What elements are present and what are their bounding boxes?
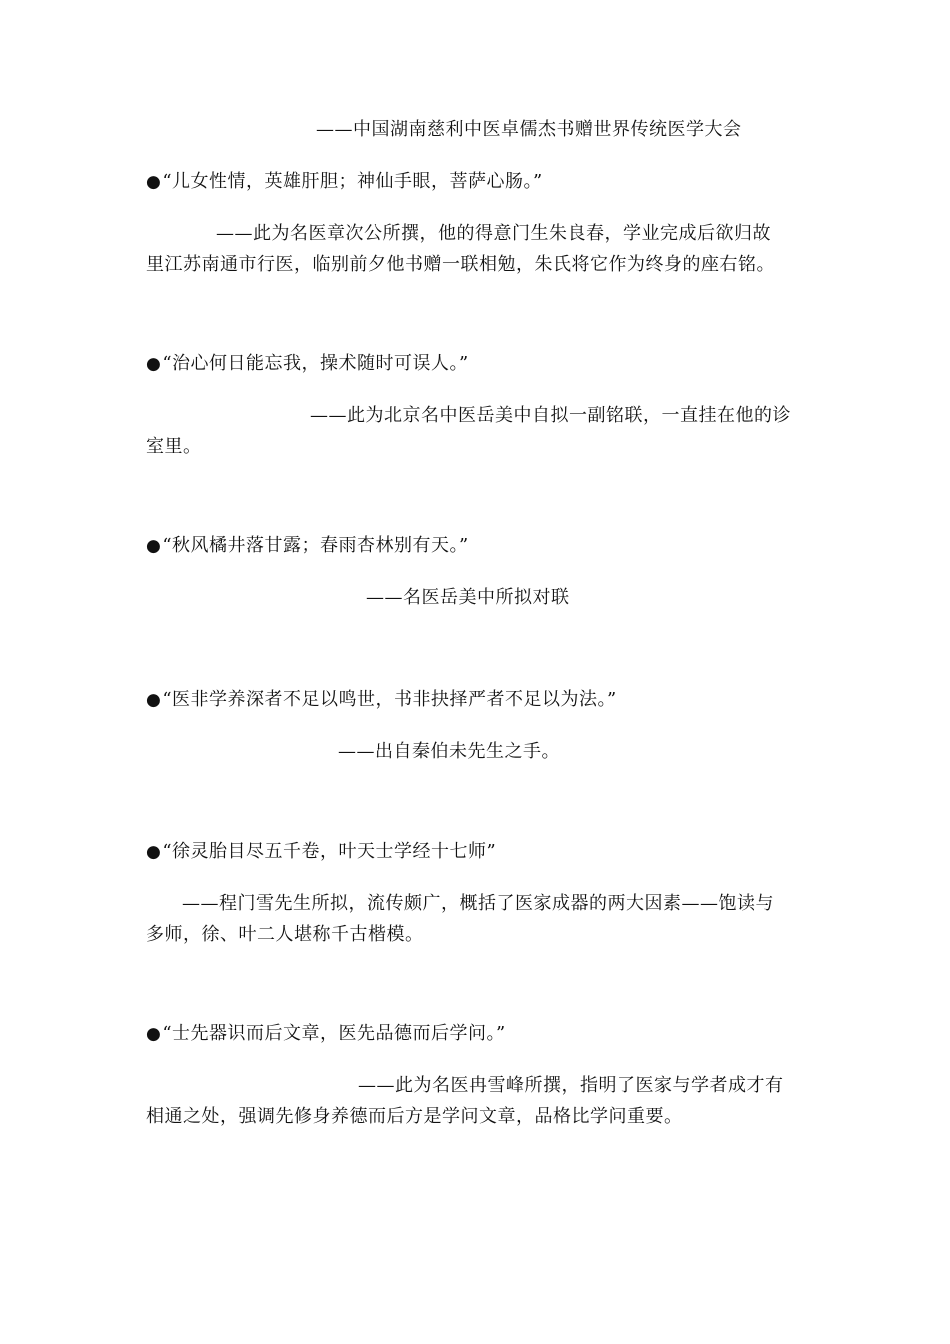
note-line: 多师，徐、叶二人堪称千古楷模。 <box>146 924 424 945</box>
quote-text: “士先器识而后文章，医先品德而后学问。” <box>162 1023 506 1044</box>
quote-text: “秋风橘井落甘露；春雨杏林别有天。” <box>162 535 469 556</box>
note-line: ——程门雪先生所拟，流传颇广，概括了医家成器的两大因素——饱读与 <box>182 893 774 914</box>
bullet-icon: ● <box>146 690 162 710</box>
note-line: ——名医岳美中所拟对联 <box>366 587 570 608</box>
note-line: ——此为北京名中医岳美中自拟一副铭联，一直挂在他的诊 <box>310 405 791 426</box>
bullet-icon: ● <box>146 1024 162 1044</box>
note-line: 室里。 <box>146 436 202 457</box>
intro-attribution: ——中国湖南慈利中医卓儒杰书赠世界传统医学大会 <box>316 119 742 140</box>
note-line: 相通之处，强调先修身养德而后方是学问文章，品格比学问重要。 <box>146 1106 683 1127</box>
quote-line <box>146 840 496 864</box>
note-line: ——出自秦伯未先生之手。 <box>338 741 560 762</box>
quote-text: “医非学养深者不足以鸣世，书非抉择严者不足以为法。” <box>162 689 617 710</box>
bullet-icon: ● <box>146 172 162 192</box>
note-line: ——此为名医章次公所撰，他的得意门生朱良春，学业完成后欲归故 <box>216 223 771 244</box>
bullet-icon: ● <box>146 354 162 374</box>
note-line: ——此为名医冉雪峰所撰，指明了医家与学者成才有 <box>358 1075 784 1096</box>
quote-line <box>146 352 469 376</box>
note-line: 里江苏南通市行医，临别前夕他书赠一联相勉，朱氏将它作为终身的座右铭。 <box>146 254 775 275</box>
quote-text: “治心何日能忘我，操术随时可误人。” <box>162 353 469 374</box>
quote-text: “儿女性情，英雄肝胆；神仙手眼，菩萨心肠。” <box>162 171 543 192</box>
quote-line <box>146 688 617 712</box>
quote-text: “徐灵胎目尽五千卷，叶天士学经十七师” <box>162 841 497 862</box>
quote-line <box>146 1022 506 1046</box>
quote-line <box>146 170 543 194</box>
bullet-icon: ● <box>146 842 162 862</box>
bullet-icon: ● <box>146 536 162 556</box>
quote-line <box>146 534 469 558</box>
